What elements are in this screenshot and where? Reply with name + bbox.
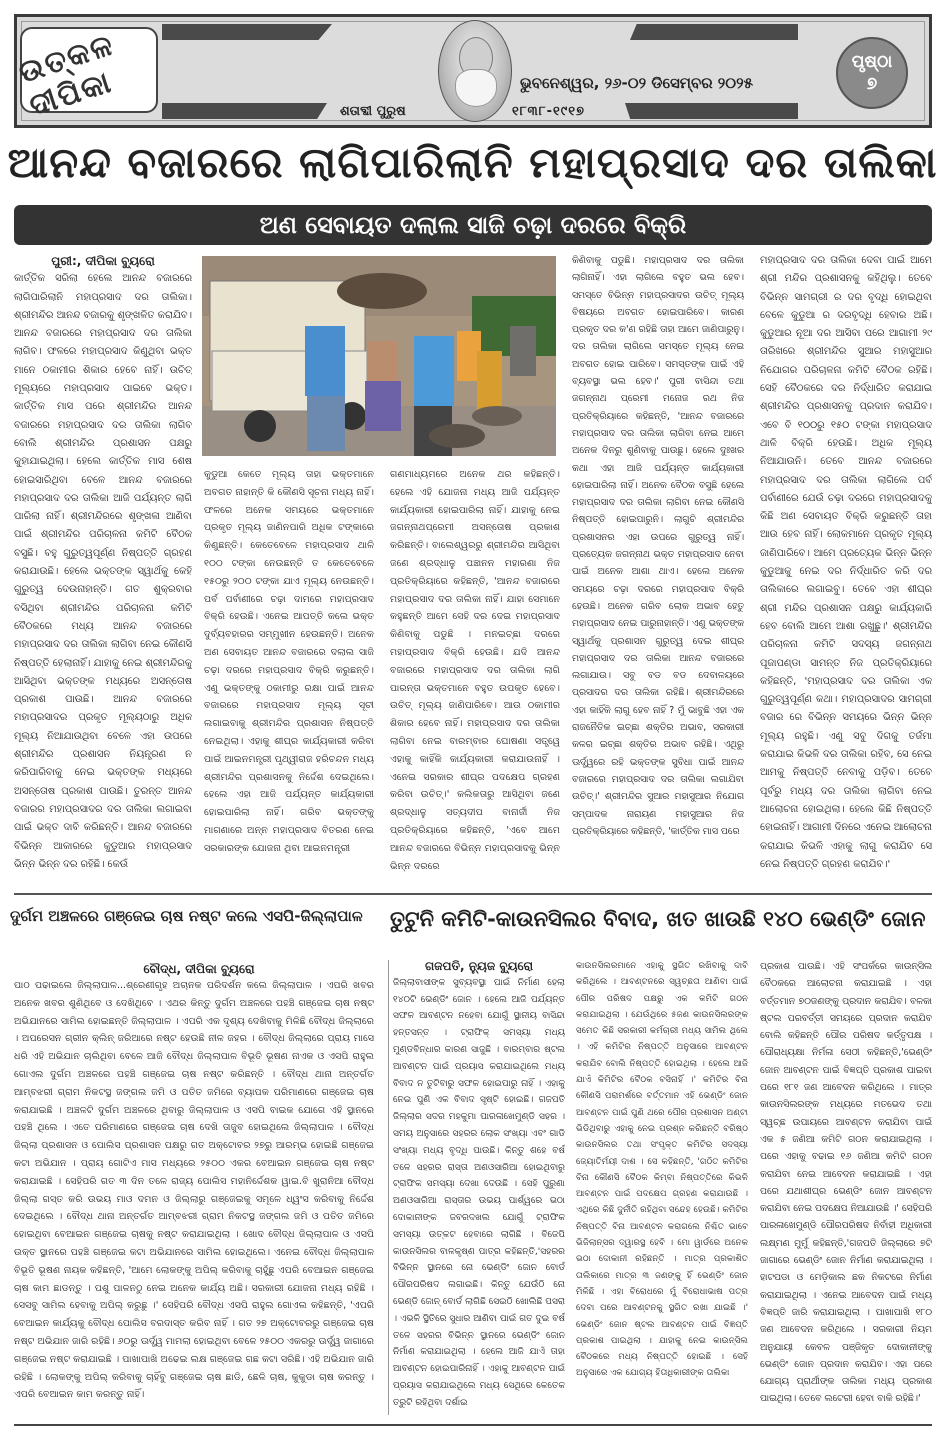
page-number: ୭: [866, 74, 878, 94]
founder-portrait: [438, 20, 512, 122]
lead-story-column-4: [572, 252, 744, 884]
masthead-bar-bottom-right: [625, 103, 798, 119]
lead-column-1-text: କାର୍ତ୍ତିକ ସରିଲା ହେଲେ ଆନନ୍ଦ ବଜାରରେ ଲାଗିପାରିଲାନି ମହାପ୍ରସାଦ ଦର ତାଲିକା। ଶ୍ରୀମନ୍ଦିର ଆନନ୍ଦ ବଜାରକୁ ଶୃଙ୍ଖଳିତ କରାଯିବ। ଆନନ୍ଦ ବଜାରରେ ମହାପ୍ରସାଦ ଦର ତାଲିକା ଲାଗିବ। ଫଳରେ ମହାପ୍ରସାଦ କିଣୁଥିବା ଭକ୍ତ ମାନେ ଠକାମୀର ଶିକାର ହେବେ ନାହିଁ। ଉଚିତ୍ ମୂଲ୍ୟରେ ମହାପ୍ରସାଦ ପାଇବେ ଭକ୍ତ। କାର୍ତ୍ତିକ ମାସ ପରେ ଶ୍ରୀମନ୍ଦିର ଆନନ୍ଦ ବଜାରରେ ମହାପ୍ରସାଦ ଦର ତାଲିକା ଲାଗିବ ବୋଲି ଶ୍ରୀମନ୍ଦିର ପ୍ରଶାସନ ପକ୍ଷରୁ କୁହାଯାଇଥିଲା। ହେଲେ କାର୍ତ୍ତିକ ମାସ ଶେଷ ହୋଇସାରିଥିବା ବେଳେ ଆନନ୍ଦ ବଜାରରେ ମହାପ୍ରସାଦ ଦର ତାଲିକା ଆଜି ପର୍ଯ୍ୟନ୍ତ ଲାଗି ପାରିଲା ନାହିଁ। ଶ୍ରୀମନ୍ଦିରରେ ଶୃଙ୍ଖଳା ଆଣିବା ପାଇଁ ଶ୍ରୀମନ୍ଦିର ପରିଚାଳନା କମିଟି ବୈଠକ ବସୁଛି। ବହୁ ଗୁରୁତ୍ୱପୂର୍ଣ୍ଣ ନିଷ୍ପତ୍ତି ଗ୍ରହଣ କରାଯାଉଛି। ହେଲେ ଭକ୍ତଙ୍କ ସ୍ୱାର୍ଥକୁ କେହି ଗୁରୁତ୍ୱ ଦେଉନାହାନ୍ତି। ଗତ ଶୁକ୍ରବାର ବସିଥିବା ଶ୍ରୀମନ୍ଦିର ପରିଚାଳନା କମିଟି ବୈଠକରେ ମଧ୍ୟ ଆନନ୍ଦ ବଜାରରେ ମହାପ୍ରସାଦ ଦର ତାଲିକା ଲାଗିବା ନେଇ କୌଣସି ନିଷ୍ପତ୍ତି ହେଲାନାହିଁ। ଯାହାକୁ ନେଇ ଶ୍ରୀମନ୍ଦିରକୁ ଆସିଥିବା ଭକ୍ତଙ୍କ ମଧ୍ୟରେ ଅସନ୍ତୋଷ ପ୍ରକାଶ ପାଉଛି। ଆନନ୍ଦ ବଜାରରେ ମହାପ୍ରସାଦର ପ୍ରକୃତ ମୂଲ୍ୟଠାରୁ ଅଧିକ ମୂଲ୍ୟ ନିଆଯାଉଥିବା ବେଳେ ଏହା ଉପରେ ଶ୍ରୀମନ୍ଦିର ପ୍ରଶାସନ ନିୟନ୍ତ୍ରଣ ନ କରିପାରିବାକୁ ନେଇ ଭକ୍ତଙ୍କ ମଧ୍ୟରେ ଅସନ୍ତୋଷ ପ୍ରକାଶ ପାଉଛି। ତୁରନ୍ତ ଆନନ୍ଦ ବଜାରର ମହାପ୍ରସାଦର ଦର ତାଲିକା ଲଗାଇବା ପାଇଁ ଭକ୍ତ ଦାବି କରିଛନ୍ତି। ଆନନ୍ଦ ବଜାରରେ ବିଭିନ୍ନ ଆକାରରେ କୁଡୁଆର ମହାପ୍ରସାଦ ଭିନ୍ନ ଭିନ୍ନ ଦର ରହିଛି। କେଉଁ: [14, 273, 192, 870]
founder-years: ୧୮୩୮-୧୯୧୭: [512, 104, 585, 119]
column-divider: [388, 960, 389, 1415]
logo-text: ଉତ୍କଳ ଦୀପିକା: [14, 27, 119, 124]
masthead-bar-top-right: [630, 24, 798, 40]
lead-story-photo: [202, 256, 556, 456]
lead-byline: ପୁରୀ:, ଦୀପିକା ବ୍ୟୁରୋ: [51, 254, 155, 268]
lead-story-column-2: [204, 466, 374, 886]
page-bottom-rule: [14, 1424, 932, 1426]
story2-headline: ଦୁର୍ଗମ ଅଞ୍ଚଳରେ ଗଞ୍ଜେଇ ଚାଷ ନଷ୍ଟ କଲେ ଏସପି-ଜିଲ୍ଲାପାଳ: [10, 907, 363, 925]
story2-body-text: ପାଠ ପଢାଇଲେ ଜିଲ୍ଲାପାଳ...ଶ୍ରେଣୀଗୃହ ଅଚାନକ ପରିଦର୍ଶନ କଲେ ଜିଲ୍ଲାପାଳ । ଏପରି ଖବର ଅନେକ ଖବର ଶୁଣିଥିବେ ଓ ଦେଖିଥିବେ । ଏଥର କିନ୍ତୁ ଦୁର୍ଗମ ଅଞ୍ଚଳରେ ପହଞ୍ଚି ଗଞ୍ଜେଇ ଚାଷ ନଷ୍ଟ ଅଭିଯାନରେ ସାମିଲ ହୋଇଛନ୍ତି ଜିଲ୍ଲାପାଳ । ଏପରି ଏକ ଦୃଶ୍ୟ ଦେଖିବାକୁ ମିଳିଛି ବୌଦ୍ଧ ଜିଲ୍ଲାରେ । ଅପରେସନ ଗ୍ରୀନ କ୍ଲିନ୍ ଜରିଆରେ ନଷ୍ଟ ହେଉଛି ନୀଳ ଜହର । ବୌଦ୍ଧ ଜିଲ୍ଲାରେ ପ୍ରାୟ ମାସେ ଧରି ଏହି ଅଭିଯାନ ଚାଲିଥିବା ବେଳେ ଆଜି ବୌଦ୍ଧ ଜିଲ୍ଲାପାଳ ବିଭୂତି ଭୂଷଣ ନାଏକ ଓ ଏସପି ରାହୁଲ ଗୋଏଲ ଦୁର୍ଗମ ଅଞ୍ଚଳରେ ପହଞ୍ଚି ଗଞ୍ଜେଇ ଚାଷ ନଷ୍ଟ କରିଛନ୍ତି । ବୌଦ୍ଧ ଥାନା ଅନ୍ତର୍ଗତ ଆମ୍ବଝରୀ ଗ୍ରାମ ନିକଟସ୍ଥ ଜଙ୍ଗଲ ଜମି ଓ ପତିତ ଜମିରେ ବ୍ୟାପକ ପରିମାଣରେ ଗଞ୍ଜେଇ ଚାଷ କରାଯାଇଛି । ଅଞ୍ଚଳଟି ଦୁର୍ଗମ ଅଞ୍ଚଳରେ ଥିବାରୁ ଜିଲ୍ଲାପାଳ ଓ ଏସପି ବାଇକ ଯୋଗେ ଏହି ସ୍ଥାନରେ ପହଞ୍ଚି ଥିଲେ । ଏତେ ପରିମାଣରେ ଗଞ୍ଜେଇ ଚାଷ ଦେଖି ତାଜୁବ ହୋଇଥିଲେ ଜିଲ୍ଲାପାଳ । ବୌଦ୍ଧ ଜିଲ୍ଲା ପ୍ରଶାସନ ଓ ପୋଲିସ ପ୍ରଶାସନ ପକ୍ଷରୁ ଗତ ଅକ୍ଟୋବର ୨୭ରୁ ଆରମ୍ଭ ହୋଇଛି ଗଞ୍ଜେଇ କଟା ଅଭିଯାନ । ପ୍ରାୟ ଗୋଟିଏ ମାସ ମଧ୍ୟରେ ୨୫୦୦ ଏକର ବେଆଇନ ଗଞ୍ଜେଇ ଚାଷ ନଷ୍ଟ କରାଯାଇଛି । ସେହିପରି ଗତ ୩ ଦିନ ତଳେ ରାଜ୍ୟ ପୋଲିସ ମହାନିର୍ଦ୍ଦେଶକ ୱାଇ.ବି ଖୁରାନିଆ ବୌଦ୍ଧ ଜିଲ୍ଲା ଗସ୍ତ କରି ଉଭୟ ମାଓ ଦମନ ଓ ଜିଲ୍ଲାରୁ ଗଞ୍ଜେଇକୁ ସମୂଳେ ଧ୍ୱଂସ କରିବାକୁ ନିର୍ଦ୍ଦେଶ ଦେଇଥିଲେ । ବୌଦ୍ଧ ଥାନା ଅନ୍ତର୍ଗତ ଆମ୍ବଝରୀ ଗ୍ରାମ ନିକଟସ୍ଥ ଜଙ୍ଗଲ ଜମି ଓ ପତିତ ଜମିରେ ହୋଇଥିବା ବେଆଇନ ଗଞ୍ଜେଇ ଚାଷକୁ ନଷ୍ଟ କରାଯାଇଥିଲା । ଖୋଦ ବୌଦ୍ଧ ଜିଲ୍ଲାପାଳ ଓ ଏସପି ଉକ୍ତ ସ୍ଥାନରେ ପହଞ୍ଚି ଗଞ୍ଜେଇ କଟା ଅଭିଯାନରେ ସାମିଲ ହୋଇଥିଲେ। ଏନେଇ ବୌଦ୍ଧ ଜିଲ୍ଲାପାଳ ବିଭୂତି ଭୂଷଣ ନାୟକ କହିଛନ୍ତି, 'ଆମେ ଲୋକଙ୍କୁ ଅପିଲ୍ କରିବାକୁ ଚାହୁଁଛୁ ଏପରି ବେଆଇନ ଗଞ୍ଜେଇ ଚାଷ କାମ ଛାଡନ୍ତୁ । ପଶୁ ପାଳନଠୁ ନେଇ ଅନେକ କାର୍ଯ୍ୟ ଅଛି। ସରକାରୀ ଯୋଜନା ମଧ୍ୟ ରହିଛି । ସେସବୁ ସାମିଲ ହେବାକୁ ଅପିଲ୍ କରୁଛୁ ।' ସେହିପରି ବୌଦ୍ଧ ଏସପି ରାହୁଲ ଗୋଏଲ କହିଛନ୍ତି, 'ଏପରି ବେଆଇନ କାର୍ଯ୍ୟକୁ ବୌଦ୍ଧ ପୋଲିସ ବରଦାସ୍ତ କରିବ ନାହିଁ । ଗତ ୨୭ ଅକ୍ଟୋବରରୁ ଗଞ୍ଜେଇ ଚାଷ ନଷ୍ଟ ଅଭିଯାନ ଜାରି ରହିଛି। ୬୦ରୁ ଊର୍ଦ୍ଧ୍ୱ ମାମଲା ହୋଇଥିବା ବେଳେ ୨୫୦୦ ଏକରରୁ ଊର୍ଦ୍ଧ୍ୱ ଜାଗାରେ ଗଞ୍ଜେଇ ନଷ୍ଟ କରାଯାଇଛି । ପାଖାପାଖି ଅଢେଇ ଲକ୍ଷ ଗଞ୍ଜେଇ ଗଛ କଟା ସରିଛି। ଏହି ଅଭିଯାନ ଜାରି ରହିଛି । ଲୋକଙ୍କୁ ଅପିଲ୍ କରିବାକୁ ଚାହିଁବୁ ଗଞ୍ଜେଇ ଚାଷ ଛାଡି, ଛେଳି ଚାଷ, କୁକୁଡା ଚାଷ କରନ୍ତୁ । ଏପରି ବେଆଇନ କାମ କରନ୍ତୁ ନାହିଁ।: [14, 980, 374, 1401]
newspaper-logo: [14, 27, 158, 124]
story2-body: [14, 977, 374, 1407]
lead-column-5-text: ମହାପ୍ରସାଦ ଦର ତାଲିକା ଦେବା ପାଇଁ ଆମେ ଶ୍ରୀ ମନ୍ଦିର ପ୍ରଶାସନକୁ କହିଥିଲୁ। ତେବେ ବିଭିନ୍ନ ସାମଗ୍ରୀ ର ଦର ବୃଦ୍ଧି ହୋଇଥିବା ବେଳେ କୁଡୁଆ ର ଦରବୃଦ୍ଧି ହେବାର ଅଛି। କୁଡୁଆର ନୂଆ ଦର ଆସିବା ପରେ ଆଗାମୀ ୨୯ ତାରିଖରେ ଶ୍ରୀମନ୍ଦିର ସୁଆର ମହାସୁଆର ନିଯୋଗର ପରିଚାଳନା କମିଟି ବୈଠକ ରହିଛି। ସେହି ବୈଠକରେ ଦର ନିର୍ଦ୍ଧାରିତ କରାଯାଇ ଶ୍ରୀମନ୍ଦିର ପ୍ରଶାସନକୁ ପ୍ରଦାନ କରାଯିବ। ଏବେ ବି ୧୦୦ରୁ ୧୫୦ ଟଙ୍କା ମହାପ୍ରସାଦ ଥାଳି ବିକ୍ରି ହେଉଛି। ଅଧିକ ମୂଲ୍ୟ ନିଆଯାଉନି। ତେବେ ଆନନ୍ଦ ବଜାରରେ ମହାପ୍ରସାଦ ଦର ତାଲିକା ଲାଗିଲେ ପର୍ବ ପର୍ବାଣୀରେ ଯେଉଁ ଚଢ଼ା ଦରରେ ମହାପ୍ରସାଦକୁ କିଛି ଅଣ ସେବାୟତ ବିକ୍ରି କରୁଛନ୍ତି ତାହା ଆଉ ହେବ ନାହିଁ। ଲୋକମାନେ ପ୍ରକୃତ ମୂଲ୍ୟ ଜାଣିପାରିବେ। ଆମେ ପ୍ରତ୍ୟେକ ଭିନ୍ନ ଭିନ୍ନ କୁଡୁଆକୁ ନେଇ ଦର ନିର୍ଦ୍ଧାରିତ କରି ଦର ତାଲିକାରେ ଲଗାଇବୁ। ତେବେ ଏହା ଶୀଘ୍ର ଶ୍ରୀ ମନ୍ଦିର ପ୍ରଶାସନ ପକ୍ଷରୁ କାର୍ଯ୍ୟକାରି ହେବ ବୋଲି ଆମେ ଆଶା ରଖୁଛୁ।' ଶ୍ରୀମନ୍ଦିର ପରିଚାଳନା କମିଟି ସଦସ୍ୟ ଜଗନ୍ନାଥ ପୂଜାପଣ୍ଡା ସାମନ୍ତ ନିଜ ପ୍ରତିକ୍ରିୟାରେ କହିଛନ୍ତି, 'ମହାପ୍ରସାଦ ଦର ତାଲିକା ଏକ ଗୁରୁତ୍ୱପୂର୍ଣ୍ଣ କଥା। ମହାପ୍ରସାଦର ସାମଗ୍ରୀ ବଜାର ରେ ବିଭିନ୍ନ ସମୟରେ ଭିନ୍ନ ଭିନ୍ନ ମୂଲ୍ୟ ରହୁଛି। ଏଣୁ ସବୁ ଦିଗକୁ ତର୍ଜମା କରାଯାଇ କିଭଳି ଦର ତାଲିକା ରହିବ, ସେ ନେଇ ଆମକୁ ନିଷ୍ପତ୍ତି ନେବାକୁ ପଡ଼ିବ। ତେବେ ପୂର୍ବରୁ ମଧ୍ୟ ଦର ତାଲିକା ଲାଗିବା ନେଇ ଆଲୋଚନା ହୋଇଥିଲା। ହେଲେ କିଛି ନିଷ୍ପତ୍ତି ହୋଇନାହିଁ। ଆଗାମୀ ଦିନରେ ଏନେଇ ଆଲୋଚନା କରାଯାଇ କିଭଳି ଏହାକୁ ଲାଗୁ କରାଯିବ ସେ ନେଇ ନିଷ୍ପତ୍ତି ଗ୍ରହଣ କରାଯିବ।': [760, 255, 932, 870]
lead-subheadline: ଅଣ ସେବାୟତ ଦଲାଲ ସାଜି ଚଢ଼ା ଦରରେ ବିକ୍ରି: [14, 205, 932, 245]
story3-column-3: [760, 958, 932, 1418]
lead-column-2-text: କୁଡୁଆ କେତେ ମୂଲ୍ୟ ତାହା ଭକ୍ତମାନେ ଅବଗତ ନାହାନ୍ତି କି କୌଣସି ସୂଚନା ମଧ୍ୟ ନାହିଁ। ଫଳରେ ଅନେକ ସମୟରେ ଭକ୍ତମାନେ ପ୍ରକୃତ ମୂଲ୍ୟ ଜାଣିନପାରି ଅଧିକ ଟଙ୍କାରେ କିଣୁଛନ୍ତି। କେତେବେଳେ ମହାପ୍ରସାଦ ଥାଳି ୧୦୦ ଟଙ୍କା ନେଉଛନ୍ତି ତ କେତେବେଳେ ୧୫୦ରୁ ୨୦୦ ଟଙ୍କା ଯାଏ ମୂଲ୍ୟ ନେଉଛନ୍ତି। ପର୍ବ ପର୍ବାଣୀରେ ଚଢ଼ା ଦାମରେ ମହାପ୍ରସାଦ ବିକ୍ରି ହେଉଛି। ଏନେଇ ଆପତ୍ତି କଲେ ଭକ୍ତ ଦୁର୍ବ୍ୟବହାରର ସମ୍ମୁଖୀନ ହେଉଛନ୍ତି। ଅନେକ ଅଣ ସେବାୟତ ଆନନ୍ଦ ବଜାରରେ ଦଲାଲ ସାଜି ଚଢ଼ା ଦରରେ ମହାପ୍ରସାଦ ବିକ୍ରି କରୁଛନ୍ତି। ଏଣୁ ଭକ୍ତଙ୍କୁ ଠକାମୀରୁ ରକ୍ଷା ପାଇଁ ଆନନ୍ଦ ବଜାରରେ ମହାପ୍ରସାଦ ମୂଲ୍ୟ ସୂଚୀ ଲଗାଇବାକୁ ଶ୍ରୀମନ୍ଦିର ପ୍ରଶାସନ ନିଷ୍ପତ୍ତି ନେଇଥିଲା। ଏହାକୁ ଶୀଘ୍ର କାର୍ଯ୍ୟକାରୀ କରିବା ପାଇଁ ଆଇନମନ୍ତ୍ରୀ ପୃଥ୍ୱୀରାଜ ହରିଚନ୍ଦନ ମଧ୍ୟ ଶ୍ରୀମନ୍ଦିର ପ୍ରଶାସନକୁ ନିର୍ଦ୍ଦେଶ ଦେଇଥିଲେ। ହେଲେ ଏହା ଆଜି ପର୍ଯ୍ୟନ୍ତ କାର୍ଯ୍ୟକାରୀ ହୋଇପାରିଲା ନାହିଁ। ଗରିବ ଭକ୍ତଙ୍କୁ ମାଗଣାରେ ଅନ୍ନ ମହାପ୍ରସାଦ ବିତରଣ ନେଇ ସରକାରଙ୍କ ଯୋଜନା ଥିବା ଆଇନମନ୍ତ୍ରୀ: [204, 469, 374, 854]
story3-byline: ଗଜପତି, ନ୍ୟୁଜ ବ୍ୟୁରୋ: [424, 959, 534, 973]
lead-column-4-text: କିଣିବାକୁ ପଡୁଛି। ମହାପ୍ରସାଦ ଦର ତାଲିକା ଲାଗିନାହିଁ। ଏହା ଲାଗିଲେ ବହୁତ ଭଲ ହେବ। ସମସ୍ତେ ବିଭିନ୍ନ ମହାପ୍ରସାଦର ଉଚିତ୍ ମୂଲ୍ୟ ବିଷୟରେ ଅବଗତ ହୋଇପାରିବେ। କାରଣ ପ୍ରକୃତ ଦର କ'ଣ ରହିଛି ତାହା ଆମେ ଜାଣିପାରୁନୁ। ଦର ତାଲିକା ଲାଗିଲେ ସମସ୍ତେ ମୂଲ୍ୟ ନେଇ ଅବଗତ ହୋଇ ପାରିବେ। ସମସ୍ତଙ୍କ ପାଇଁ ଏହି ବ୍ୟବସ୍ଥା ଭଲ ହେବ।' ପୁରୀ ବାସିନ୍ଦା ତଥା ଜଗନ୍ନାଥ ପ୍ରେମୀ ମନୋଜ ରଥ ନିଜ ପ୍ରତିକ୍ରିୟାରେ କହିଛନ୍ତି, 'ଆନନ୍ଦ ବଜାରରେ ମହାପ୍ରସାଦ ଦର ତାଲିକା ଲାଗିବା ନେଇ ଆମେ ଅନେକ ଦିନରୁ ଶୁଣିବାକୁ ପାଉଛୁ। ହେଲେ ଦୁଃଖର କଥା ଏହା ଆଜି ପର୍ଯ୍ୟନ୍ତ କାର୍ଯ୍ୟକାରୀ ହୋଇପାରିଲା ନାହିଁ। ଅନେକ ବୈଠକ ବସୁଛି ହେଲେ ମହାପ୍ରସାଦ ଦର ତାଲିକା ଲାଗିବା ନେଇ କୌଣସି ନିଷ୍ପତ୍ତି ହୋଇପାରୁନି। ଲାଗୁଚି ଶ୍ରୀମନ୍ଦିର ପ୍ରଶାସନର ଏହା ଉପରେ ଗୁରୁତ୍ୱ ନାହିଁ। ପ୍ରତ୍ୟେକ ଜଗନ୍ନାଥ ଭକ୍ତ ମହାପ୍ରସାଦ ନେବା ପାଇଁ ଅନେକ ଆଶା ଥାଏ। ହେଲେ ଅନେକ ସମୟରେ ଚଢ଼ା ଦରରେ ମହାପ୍ରସାଦ ବିକ୍ରି ହେଉଛି। ଅନେକ ଗରିବ ଲୋକ ଅଭାବ ହେତୁ ମହାପ୍ରସାଦ ନେଇ ପାରୁନାହାନ୍ତି। ଏଣୁ ଭକ୍ତଙ୍କ ସ୍ୱାର୍ଥକୁ ପ୍ରଶାସନ ଗୁରୁତ୍ୱ ଦେଇ ଶୀଘ୍ର ମହାପ୍ରସାଦ ଦର ତାଲିକା ଆନନ୍ଦ ବଜାରରେ ଲଗାଯାଉ। ସବୁ ବଡ ବଡ ଦେବାଳୟରେ ପ୍ରସାଦର ଦର ତାଲିକା ରହିଛି। ଶ୍ରୀମନ୍ଦିରରେ ଏହା କାହିଁକି ଲାଗୁ ହେବ ନାହିଁ ? ମୁଁ ଭାବୁଛି ଏହା ଏକ ରାଜନୈତିକ ଇଚ୍ଛା ଶକ୍ତିର ଅଭାବ, ସରକାରୀ କଳର ଇଚ୍ଛା ଶକ୍ତିର ଅଭାବ ରହିଛି। ଏଥିରୁ ଊର୍ଦ୍ଧ୍ୱରେ ରହି ଭକ୍ତଙ୍କ ସୁବିଧା ପାଇଁ ଆନନ୍ଦ ବଜାରରେ ମହାପ୍ରସାଦ ଦର ତାଲିକା ଲଗାଯିବା ଉଚିତ୍।' ଶ୍ରୀମନ୍ଦିର ସୁଆର ମହାସୁଆର ନିଯୋଗ ସମ୍ପାଦକ ନାରାୟଣ ମହାସୁଆର ନିଜ ପ୍ରତିକ୍ରିୟାରେ କହିଛନ୍ତି, 'କାର୍ତ୍ତିକ ମାସ ପରେ: [572, 255, 744, 837]
lead-story-column-1: [14, 252, 192, 884]
edition-dateline: ଭୁବନେଶ୍ୱର, ୨୬-୦୨ ଡିସେମ୍ବର ୨୦୨୫: [520, 74, 753, 92]
story3-column-3-text: ପ୍ରକାଶ ପାଉଛି। ଏହି ସଂପର୍କରେ କାଉନ୍ସିଲ ବୈଠକରେ ଆଲୋଚନା କରାଯାଇଛି । ଏହା ବର୍ତ୍ତମାନ ୭୦ଜଣଙ୍କୁ ପ୍ରଦାନ କରାଯିବ। ବଳକା ଷ୍ଟଲ ପରବର୍ତ୍ତୀ ସମୟରେ ପ୍ରଦାନ କରାଯିବ ବୋଲି କହିଛନ୍ତି ପୌର ପରିଷଦ କର୍ତ୍ତୃପକ୍ଷ । ପୌରାଧ୍ୟକ୍ଷା ନିର୍ମଳା ସେଠୀ କହିଛନ୍ତି,'ଭେଣ୍ଡିଂ ଜୋନ ଆବଣ୍ଟନ ପାଇଁ ବିଜ୍ଞପ୍ତି ପ୍ରକାଶ ପାଇବା ପରେ ୧୮୧ ଜଣ ଆବେଦନ କରିଥିଲେ । ମାତ୍ର କାଉନସିଲରଙ୍କ ମଧ୍ୟରେ ମତଭେଦ ତଥା ସ୍ୱଚ୍ଛ ଉପାୟରେ ଆବଣ୍ଟନ କରାଯିବା ପାଇଁ ଏକ ୫ ଜଣିଆ କମିଟି ଗଠନ କରାଯାଇଥିଲା । ପରେ ଏହାକୁ ବଢାଇ ୧୬ ଜଣିଆ କମିଟି ଗଠନ କରାଯିବା ନେଇ ଆବେଦନ କରାଯାଇଛି । ଏହା ପରେ ଯଥାଶୀଘ୍ର ଭେଣ୍ଡିଂ ଜୋନ ଆବଣ୍ଟନ କରାଯିବା ନେଇ ପଦକ୍ଷେପ ନିଆଯାଉଛି ।' ସେହିପରି ପାରଳାଖେମୁଣ୍ଡି ପୌରପରିଷଦ ନିର୍ବାହୀ ଅଧିକାରୀ ଲକ୍ଷ୍ମଣ ମୁର୍ମୁ କହିଛନ୍ତି,'ଗଜପତି ଜିଲ୍ଲାରେ ୭ଟି ଜାଗାରେ ଭେଣ୍ଡିଂ ଜୋନ ନିର୍ମାଣ କରାଯାଇଥିଲା । ହାଟପଡା ଓ ମେଡ଼ିକାଲ ଛକ ନିକଟରେ ନିର୍ମାଣ କରାଯାଇଥିଲା । ଏନେଇ ଆବେଦନ ପାଇଁ ମଧ୍ୟ ବିଜ୍ଞପ୍ତି ଜାରି କରାଯାଇଥିଲା । ପାଖାପାଖି ୧୮୦ ଜଣ ଆବେଦନ କରିଥିଲେ । ସରକାରୀ ନିୟମ ଅନୁଯାୟୀ କେବଳ ପଞ୍ଜିକୃତ ଦୋକାନୀଙ୍କୁ ଭେଣ୍ଡିଂ ଜୋନ ପ୍ରଦାନ କରାଯିବ। ଏହା ପରେ ଯୋଗ୍ୟ ପ୍ରାର୍ଥୀଙ୍କ ତାଲିକା ମଧ୍ୟ ପ୍ରକାଶ ପାଇଥିଲା। ତେବେ ଲଟେରୀ ହେବା ବାକି ରହିଛି।': [760, 961, 932, 1405]
lead-story-column-5: [760, 252, 932, 884]
story3-column-2: [576, 958, 748, 1418]
story2-byline: ବୌଦ୍ଧ, ଦୀପିକା ବ୍ୟୁରୋ: [143, 962, 255, 976]
lead-headline: ଆନନ୍ଦ ବଜାରରେ ଲାଗିପାରିଲାନି ମହାପ୍ରସାଦ ଦର ତାଲିକା: [7, 138, 938, 187]
portrait-beard: [455, 69, 497, 107]
section-divider: [14, 893, 932, 895]
masthead-tagline: ଶତାବ୍ଦୀ ପୁରୁଷ: [340, 104, 406, 119]
masthead-bar-bottom-left: [162, 103, 327, 119]
masthead-bar-top-left: [162, 24, 332, 40]
page-number-badge: [836, 37, 908, 109]
story3-column-2-text: କାଉନସିଲରମାନେ ଏହାକୁ ସ୍ଥଗିତ ରଖିବାକୁ ଦାବି କରିଥିଲେ । ଆବଣ୍ଟନରେ ସ୍ୱଚ୍ଛତା ଆଣିବା ପାଇଁ ପୌର ପରିଷଦ ପକ୍ଷରୁ ଏକ କମିଟି ଗଠନ କରାଯାଇଥିଲା । ଯେଉଁଥିରେ ୫ଜଣ କାଉନସିଲରଙ୍କ ସମେତ କିଛି ସରକାରୀ କର୍ମଚାରୀ ମଧ୍ୟ ସାମିଲ ଥିଲେ । ଏହି କମିଟିର ନିଷ୍ପତ୍ତି ଅନୁସାରେ ଆବଣ୍ଟନ କରାଯିବ ବୋଲି ନିଷ୍ପତ୍ତି ହୋଇଥିଲା । ହେଲେ ଆଜି ଯାଏଁ କିମିଟିର ବୈଠକ ବସିନାହିଁ ।' କମିଟିର ବିନା କୌଣସି ପରାମର୍ଶରେ ବର୍ତ୍ତମାନ ଏହି ଭେଣ୍ଡିଂ ଜୋନ ଆବଣ୍ଟନ ପାଇଁ ପୁଣି ଥରେ ପୌର ପ୍ରଶାସନ ଅଣ୍ଟା ଭିଡିଥିବାରୁ ଏହାକୁ ନେଇ ପ୍ରଶ୍ନ କରିଛନ୍ତି ବରିଷ୍ଠ କାଉନସିଲର ତଥା ସଂପୃକ୍ତ କମିଟିର ସଦସ୍ୟା ଜ୍ୟୋତିର୍ମୟୀ ଦାଶ । ସେ କହିଛନ୍ତି, 'ଗଠିତ କମିଟିର ବିନା କୌଣସି ବୈଠକ କିମ୍ବା ନିଷ୍ପତ୍ତିରେ କିଭଳି ଆବଣ୍ଟନ ପାଇଁ ପଦକ୍ଷେପ ଗ୍ରହଣ କରାଯାଉଛି । ଏଥିରେ କିଛି ଦୁର୍ନୀତି ରହିଥିବା ସନ୍ଦେହ ହେଉଛି। କମିଟିର ନିଷ୍ପତ୍ତି ବିନା ଆବଣ୍ଟନ କରାଗଲେ ନିଶ୍ଚିତ ଭାବେ ଭିଜିଲାନ୍ସର ଦ୍ୱାରସ୍ଥ ହେବି । ମୋ ୱାର୍ଡରେ ଅନେକ ଭଠା ଦୋକାନୀ ରହିଛନ୍ତି । ମାତ୍ର ପ୍ରକାଶିତ ତାଲିକାରେ ମାତ୍ର ୩ ଜଣଙ୍କୁ ହିଁ ଭେଣ୍ଡିଂ ଜୋନ ମିଳିଛି । ଏହା ବିରୋଧରେ ମୁଁ ବିରୋଧାଭାଷ ପତ୍ର ଦେବା ପରେ ଆବଣ୍ଟନକୁ ସ୍ଥଗିତ ରଖା ଯାଇଛି ।' ଭେଣ୍ଡିଂ ଜୋନ ଷ୍ଟଲ ଆବଣ୍ଟନ ପାଇଁ ବିଜ୍ଞପ୍ତି ପ୍ରକାଶ ପାଇଥିଲା । ଯାହାକୁ ନେଇ କାଉନ୍ସିଲ ବୈଠକରେ ମଧ୍ୟ ନିଷ୍ପତ୍ତି ହୋଇଛି । ସେହି ଅନୁସାରେ ଏକ ଯୋଗ୍ୟ ହିତାଧିକାରୀଙ୍କ ତାଲିକା: [576, 961, 748, 1379]
lead-column-3-text: ଗଣମାଧ୍ୟମରେ ଅନେକ ଥର କହିଛନ୍ତି। ହେଲେ ଏହି ଯୋଜନା ମଧ୍ୟ ଆଜି ପର୍ଯ୍ୟନ୍ତ କାର୍ଯ୍ୟକାରୀ ହୋଇପାରିଲା ନାହିଁ। ଯାହାକୁ ନେଇ ଜଗନ୍ନାଥପ୍ରେମୀ ଅସନ୍ତୋଷ ପ୍ରକାଶ କରିଛନ୍ତି। ବାଲେଶ୍ୱରରୁ ଶ୍ରୀମନ୍ଦିର ଆସିଥିବା ଜଣେ ଶ୍ରଦ୍ଧାଳୁ ପଞ୍ଚାନନ ମହାରଣା ନିଜ ପ୍ରତିକ୍ରିୟାରେ କହିଛନ୍ତି, 'ଆନନ୍ଦ ବଜାରରେ ମହାପ୍ରସାଦ ଦର ତାଲିକା ନାହିଁ। ଯାହା ସେମାନେ କହୁଛନ୍ତି ଆମେ ସେହି ଦର ଦେଇ ମହାପ୍ରସାଦ କିଣିବାକୁ ପଡୁଛି । ମନଇଚ୍ଛା ଦରରେ ମହାପ୍ରସାଦ ବିକ୍ରି ହେଉଛି। ଯଦି ଆନନ୍ଦ ବଜାରରେ ମହାପ୍ରସାଦ ଦର ତାଲିକା ଲାଗି ପାରନ୍ତା ଭକ୍ତମାନେ ବହୁତ ଉପକୃତ ହେବେ। ଉଚିତ୍ ମୂଲ୍ୟ ଜାଣିପାରିବେ। ଆଉ ଠକାମୀର ଶିକାର ହେବେ ନାହିଁ। ମହାପ୍ରସାଦ ଦର ତାଲିକା ଲାଗିବା ନେଇ ବାରମ୍ବାର ଘୋଷଣା ସତ୍ତ୍ୱେ ଏହାକୁ କାହିଁକି କାର୍ଯ୍ୟକାରୀ କରାଯାଉନାହିଁ । ଏନେଇ ସରକାର ଶୀଘ୍ର ପଦକ୍ଷେପ ଗ୍ରହଣ କରିବା ଉଚିତ୍।' କଲିକତାରୁ ଆସିଥିବା ଜଣେ ଶ୍ରଦ୍ଧାଳୁ ସତ୍ୟଦୀପ ବାନାର୍ଜୀ ନିଜ ପ୍ରତିକ୍ରିୟାରେ କହିଛନ୍ତି, 'ଏବେ ଆମେ ଆନନ୍ଦ ବଜାରରେ ବିଭିନ୍ନ ମହାପ୍ରସାଦକୁ ଭିନ୍ନ ଭିନ୍ନ ଦରରେ: [390, 469, 560, 872]
story3-headline: ତୁଟୁନି କମିଟି-କାଉନସିଲର ବିବାଦ, ଖତ ଖାଉଛି ୧୪୦ ଭେଣ୍ଡିଂ ଜୋନ: [390, 907, 926, 931]
lead-story-column-3: [390, 466, 560, 886]
photo-scene: [202, 256, 556, 456]
page-label: ପୃଷ୍ଠା: [851, 52, 893, 72]
story3-column-1: [393, 958, 565, 1418]
story3-column-1-text: ଜିଲ୍ଲାବାସୀଙ୍କ ସୁବ୍ୟବସ୍ଥା ପାଇଁ ନିର୍ମାଣ ହେଲା ୧୪୦ଟି ଭେଣ୍ଡିଂ ଜୋନ । ହେଲେ ଆଜି ପର୍ଯ୍ୟନ୍ତ ସଫଳ ଆବଣ୍ଟନ ନହେବା ଯୋଗୁଁ ସ୍ଥାନୀୟ ବାସିନ୍ଦା ହନ୍ତସନ୍ତ । ଟ୍ରାଫିକ୍ ସମସ୍ୟା ମଧ୍ୟ ମୁଣ୍ଡବିନ୍ଧାର କାରଣ ସାଜୁଛି । ବାରମ୍ବାର ଷ୍ଟଲ ଆବଣ୍ଟନ ପାଇଁ ପ୍ରୟାସ କରାଯାଇଥିଲେ ମଧ୍ୟ ବିବାଦ ନ ତୁଟିବାରୁ ସଫଳ ହୋଇପାରୁ ନାହିଁ । ଏହାକୁ ନେଇ ପୁଣି ଏକ ବିବାଦ ସୃଷ୍ଟି ହୋଇଛି। ଗଜପତି ଜିଲ୍ଲାର ସଦର ମହକୁମା ପାରଳାଖେମୁଣ୍ଡି ସହର । ସମୟ ଅନୁସାରେ ସହରର ଲୋକ ସଂଖ୍ୟା ଏବଂ ଗାଡି ସଂଖ୍ୟା ମଧ୍ୟ ବୃଦ୍ଧି ପାଉଛି। କିନ୍ତୁ ଶହେ ବର୍ଷ ତଳେ ସହରର ରାସ୍ତା ଅଣଓସାରିଆ ହୋଇଥିବାରୁ ଟ୍ରାଫିକ ସମସ୍ୟା ଦେଖା ଦେଉଛି । ସେହି ପୁରୁଣା ଅଣଓସାରିଆ ରାସ୍ତାର ଉଭୟ ପାର୍ଶ୍ୱରେ ଭଠା ଦୋକାନୀଙ୍କ ଜବରଦଖଲ ଯୋଗୁଁ ଟ୍ରାଫିକ ସମସ୍ୟା ଉତ୍କଟ ହେବାରେ ଲାଗିଛି । ବିଜେପି କାଉନସିଲର ବାଳକୃଷ୍ଣ ପାତ୍ର କହିଛନ୍ତି,'ସହରର ବିଭିନ୍ନ ସ୍ଥାନରେ ନୋ ଭେଣ୍ଡିଂ ଜୋନ ବୋର୍ଡ ପୌରପରିଷଦ ଲଗାଇଛି। କିନ୍ତୁ ଯେଉଁଠି ନୋ ଭେଣ୍ଡି ଜୋନ୍ ବୋର୍ଡ ଲାଗିଛି ସେଇଠି ଖୋଲିଛି ପସରା । ଏଭଳି ସ୍ଥିତିରେ ସୁଧାର ଆଣିବା ପାଇଁ ଗତ ଦୁଇ ବର୍ଷ ତଳେ ସହରର ବିଭିନ୍ନ ସ୍ଥାନରେ ଭେଣ୍ଡିଂ ଜୋନ ନିର୍ମାଣ କରାଯାଇଥିଲା । ହେଲେ ଆଜି ଯାଏଁ ତାହା ଆବଣ୍ଟନ ହୋଇପାରିନାହିଁ । ଏହାକୁ ଆବଣ୍ଟନ ପାଇଁ ପ୍ରୟାସ କରାଯାଇଥିଲେ ମଧ୍ୟ ସେଥିରେ କେତେକ ତ୍ରୁଟି ରହିଥିବା ଦର୍ଶାଇ: [393, 977, 565, 1408]
